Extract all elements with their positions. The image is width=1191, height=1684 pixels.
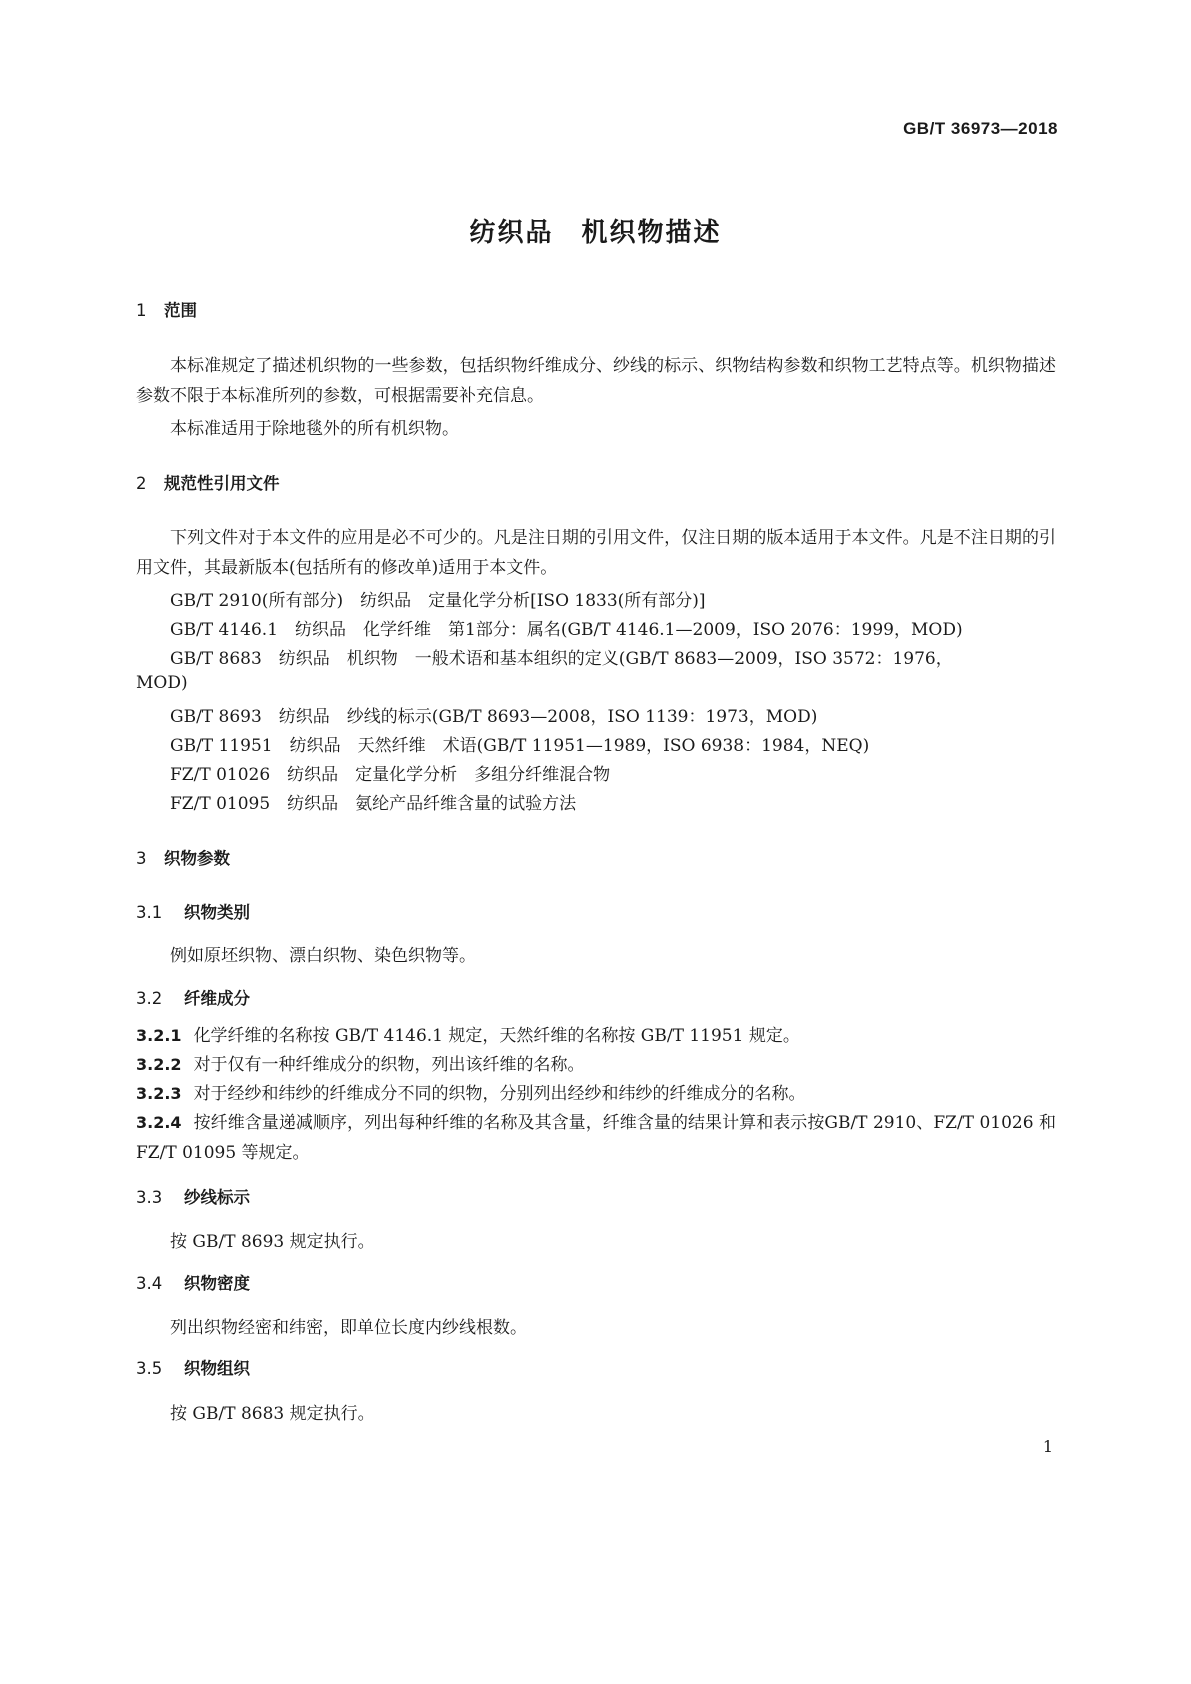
reference-item: GB/T 8683 纺织品 机织物 一般术语和基本组织的定义(GB/T 8683—2009，ISO 3572：1976，: [170, 649, 953, 669]
subsection-number: 3.2: [136, 989, 163, 1008]
section-2-intro: 下列文件对于本文件的应用是必不可少的。凡是注日期的引用文件，仅注日期的版本适用于本文件。凡是不注日期的引用文件，其最新版本(包括所有的修改单)适用于本文件。: [136, 528, 1056, 578]
section-3-heading: [136, 845, 230, 869]
reference-item: GB/T 4146.1 纺织品 化学纤维 第1部分：属名(GB/T 4146.1—2009，ISO 2076：1999，MOD): [170, 620, 963, 640]
subsection-3-4-text: 列出织物经密和纬密，即单位长度内纱线根数。: [170, 1318, 527, 1338]
reference-item-continuation: MOD): [136, 673, 188, 693]
subsection-title: 织物类别: [184, 903, 250, 922]
section-1-heading: [136, 297, 197, 321]
section-title: 织物参数: [164, 849, 230, 868]
subsection-title: 织物密度: [184, 1274, 250, 1293]
section-number: 3: [136, 849, 147, 868]
section-number: 2: [136, 474, 147, 493]
subsection-3-5-text: 按 GB/T 8683 规定执行。: [170, 1404, 375, 1424]
subsection-3-2-heading: [136, 985, 250, 1009]
section-1-paragraph-1: 本标准规定了描述机织物的一些参数，包括织物纤维成分、纱线的标示、织物结构参数和织物工艺特点等。机织物描述参数不限于本标准所列的参数，可根据需要补充信息。: [136, 356, 1056, 406]
subsection-number: 3.1: [136, 903, 163, 922]
subsection-number: 3.5: [136, 1359, 163, 1378]
subsection-3-1-text: 例如原坯织物、漂白织物、染色织物等。: [170, 946, 476, 966]
reference-item: GB/T 11951 纺织品 天然纤维 术语(GB/T 11951—1989，ISO 6938：1984，NEQ): [170, 736, 870, 756]
subsection-title: 纤维成分: [184, 989, 250, 1008]
subsection-3-1-heading: [136, 899, 250, 923]
clause-3-2-3: [136, 1079, 1056, 1109]
clause-number: 3.2.4: [136, 1113, 182, 1132]
subsection-3-3-heading: [136, 1184, 250, 1208]
subsection-3-4-heading: [136, 1270, 250, 1294]
subsection-3-3-text: 按 GB/T 8693 规定执行。: [170, 1232, 375, 1252]
section-1-paragraph-2: 本标准适用于除地毯外的所有机织物。: [170, 419, 459, 439]
reference-item: FZ/T 01026 纺织品 定量化学分析 多组分纤维混合物: [170, 765, 611, 785]
document-title: 纺织品 机织物描述: [469, 218, 722, 248]
subsection-title: 织物组织: [184, 1359, 250, 1378]
clause-number: 3.2.2: [136, 1055, 182, 1074]
section-title: 规范性引用文件: [164, 474, 280, 493]
subsection-number: 3.3: [136, 1188, 163, 1207]
clause-text: 对于经纱和纬纱的纤维成分不同的织物，分别列出经纱和纬纱的纤维成分的名称。: [193, 1084, 806, 1104]
clause-number: 3.2.3: [136, 1084, 182, 1103]
subsection-title: 纱线标示: [184, 1188, 250, 1207]
clause-text: 化学纤维的名称按 GB/T 4146.1 规定，天然纤维的名称按 GB/T 11951 规定。: [193, 1026, 800, 1046]
standard-number: GB/T 36973—2018: [903, 119, 1058, 138]
clause-text: 对于仅有一种纤维成分的织物，列出该纤维的名称。: [193, 1055, 585, 1075]
page-number: 1: [1042, 1437, 1053, 1456]
reference-item: GB/T 2910(所有部分) 纺织品 定量化学分析[ISO 1833(所有部分)]: [170, 591, 706, 611]
clause-text: 按纤维含量递减顺序，列出每种纤维的名称及其含量，纤维含量的结果计算和表示按GB/T 2910、FZ/T 01026 和 FZ/T 01095 等规定。: [136, 1113, 1056, 1163]
reference-item: FZ/T 01095 纺织品 氨纶产品纤维含量的试验方法: [170, 794, 577, 814]
reference-item: GB/T 8693 纺织品 纱线的标示(GB/T 8693—2008，ISO 1139：1973，MOD): [170, 707, 818, 727]
clause-3-2-4: [136, 1108, 1056, 1168]
subsection-3-5-heading: [136, 1355, 250, 1379]
clause-3-2-2: [136, 1050, 1056, 1080]
subsection-number: 3.4: [136, 1274, 163, 1293]
clause-number: 3.2.1: [136, 1026, 182, 1045]
clause-3-2-1: [136, 1021, 1056, 1051]
section-title: 范围: [164, 301, 197, 320]
section-number: 1: [136, 301, 147, 320]
section-2-heading: [136, 470, 280, 494]
